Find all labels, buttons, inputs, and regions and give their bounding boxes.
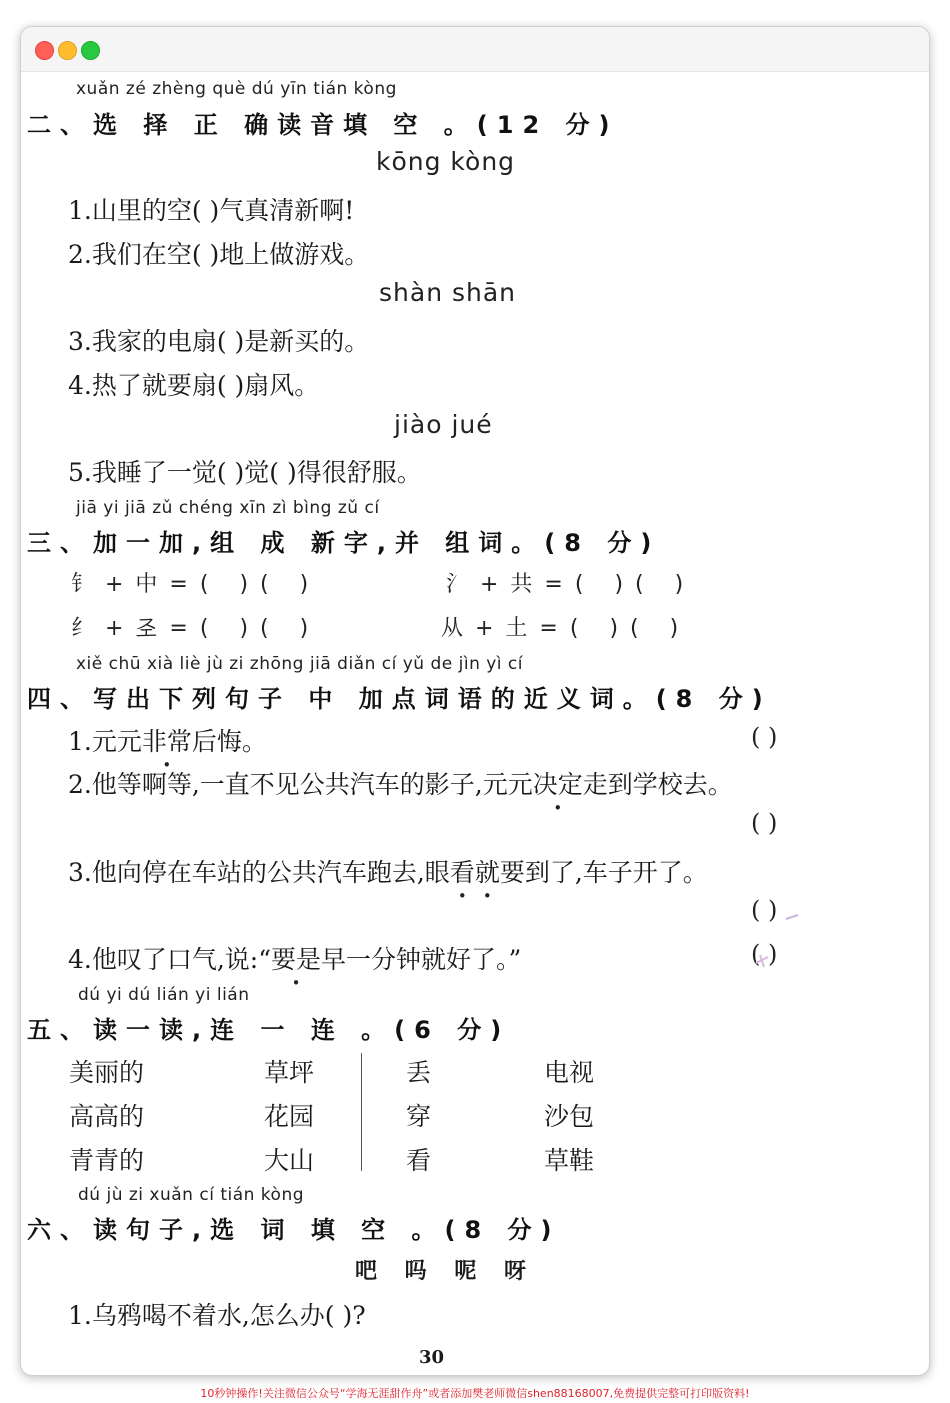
match-verb-3: 看 bbox=[406, 1146, 432, 1175]
match-noun-1: 电视 bbox=[544, 1058, 595, 1087]
answer-paren-3[interactable]: ( ) bbox=[751, 896, 778, 924]
document-window bbox=[20, 26, 930, 1376]
close-window-button[interactable] bbox=[35, 41, 54, 60]
sec4-pinyin: xiě chū xià liè jù zi zhōng jiā diǎn cí yǔ de jìn yì cí bbox=[76, 654, 524, 674]
sec2-title: 二、选 择 正 确读音填 空 。(12 分) bbox=[27, 111, 619, 139]
sec4-question-2 bbox=[68, 765, 733, 801]
match-right-3: 大山 bbox=[264, 1146, 315, 1175]
match-left-2: 高高的 bbox=[69, 1102, 145, 1131]
sec3-row1-right: 氵+共=( )( ) bbox=[446, 572, 696, 597]
dotted-word: 就 bbox=[474, 858, 500, 887]
sec6-word-options: 吧 吗 呢 呀 bbox=[355, 1258, 536, 1284]
sec2-question-1: 1.山里的空( )气真清新啊! bbox=[68, 196, 355, 225]
sec3-row2-left: 纟+𢀖=( )( ) bbox=[71, 616, 321, 641]
sec6-pinyin: dú jù zi xuǎn cí tián kòng bbox=[78, 1185, 305, 1205]
sec2-pinyin: xuǎn zé zhèng què dú yīn tián kòng bbox=[76, 79, 397, 99]
sec2-question-4: 4.热了就要扇( )扇风。 bbox=[68, 371, 320, 400]
sentence-text: 早一分钟就好了。” bbox=[321, 945, 522, 974]
sec4-title: 四、写出下列句子 中 加点词语的近义词。(8 分) bbox=[27, 685, 772, 713]
match-noun-3: 草鞋 bbox=[544, 1146, 595, 1175]
window-titlebar bbox=[21, 27, 929, 72]
maximize-window-button[interactable] bbox=[81, 41, 100, 60]
sentence-text: 后悔。 bbox=[191, 727, 267, 756]
sec2-question-2: 2.我们在空( )地上做游戏。 bbox=[68, 240, 370, 269]
dotted-word: 决定 bbox=[532, 770, 583, 799]
answer-paren-2[interactable]: ( ) bbox=[751, 809, 778, 837]
match-left-3: 青青的 bbox=[69, 1146, 145, 1175]
sentence-text: 要到了,车子开了。 bbox=[499, 858, 708, 887]
sec4-question-3 bbox=[68, 853, 708, 889]
pencil-scribble-mark bbox=[746, 905, 806, 985]
column-divider bbox=[361, 1053, 362, 1171]
sec2-question-3: 3.我家的电扇( )是新买的。 bbox=[68, 327, 370, 356]
dotted-word: 看 bbox=[449, 858, 475, 887]
sentence-text: 4.他叹了口气,说:“ bbox=[68, 945, 272, 974]
sec2-options-kong: kōng kòng bbox=[376, 147, 516, 176]
sec5-pinyin: dú yi dú lián yi lián bbox=[78, 985, 250, 1005]
sec3-title: 三、加一加,组 成 新字,并 组词。(8 分) bbox=[27, 529, 661, 557]
footer-promo-text: 10秒钟操作!关注微信公众号“学海无涯甜作舟”或者添加樊老师微信shen88168007,免费提供完整可打印版资料! bbox=[200, 1387, 750, 1400]
sec2-options-shan: shàn shān bbox=[379, 278, 517, 307]
sec2-options-jue: jiào jué bbox=[394, 410, 493, 439]
match-left-1: 美丽的 bbox=[69, 1058, 145, 1087]
sec4-question-1 bbox=[68, 722, 267, 758]
sec3-row1-left: 钅+中=( )( ) bbox=[71, 572, 321, 597]
sec2-question-5: 5.我睡了一觉( )觉( )得很舒服。 bbox=[68, 458, 422, 487]
match-noun-2: 沙包 bbox=[544, 1102, 595, 1131]
sec4-question-4 bbox=[68, 940, 521, 976]
minimize-window-button[interactable] bbox=[58, 41, 77, 60]
sentence-text: 2.他等啊等,一直不见公共汽车的影子,元元 bbox=[68, 770, 533, 799]
sentence-text: 3.他向停在车站的公共汽车跑去,眼 bbox=[68, 858, 450, 887]
dotted-word: 要是 bbox=[271, 945, 322, 974]
sec5-title: 五、读一读,连 一 连 。(6 分) bbox=[27, 1016, 511, 1044]
sec3-row2-right: 从+土=( )( ) bbox=[441, 616, 691, 641]
sec6-question-1: 1.乌鸦喝不着水,怎么办( )? bbox=[68, 1301, 366, 1330]
match-verb-2: 穿 bbox=[406, 1102, 432, 1131]
match-verb-1: 丢 bbox=[406, 1058, 432, 1087]
page-number: 30 bbox=[419, 1347, 445, 1368]
match-right-1: 草坪 bbox=[264, 1058, 315, 1087]
dotted-word: 非常 bbox=[141, 727, 192, 756]
match-right-2: 花园 bbox=[264, 1102, 315, 1131]
answer-paren-4[interactable]: ( ) bbox=[751, 940, 778, 968]
sec6-title: 六、读句子,选 词 填 空 。(8 分) bbox=[27, 1216, 561, 1244]
sec3-pinyin: jiā yi jiā zǔ chéng xīn zì bìng zǔ cí bbox=[76, 498, 380, 518]
sentence-text: 1.元元 bbox=[68, 727, 142, 756]
answer-paren-1[interactable]: ( ) bbox=[751, 723, 778, 751]
sentence-text: 走到学校去。 bbox=[582, 770, 733, 799]
